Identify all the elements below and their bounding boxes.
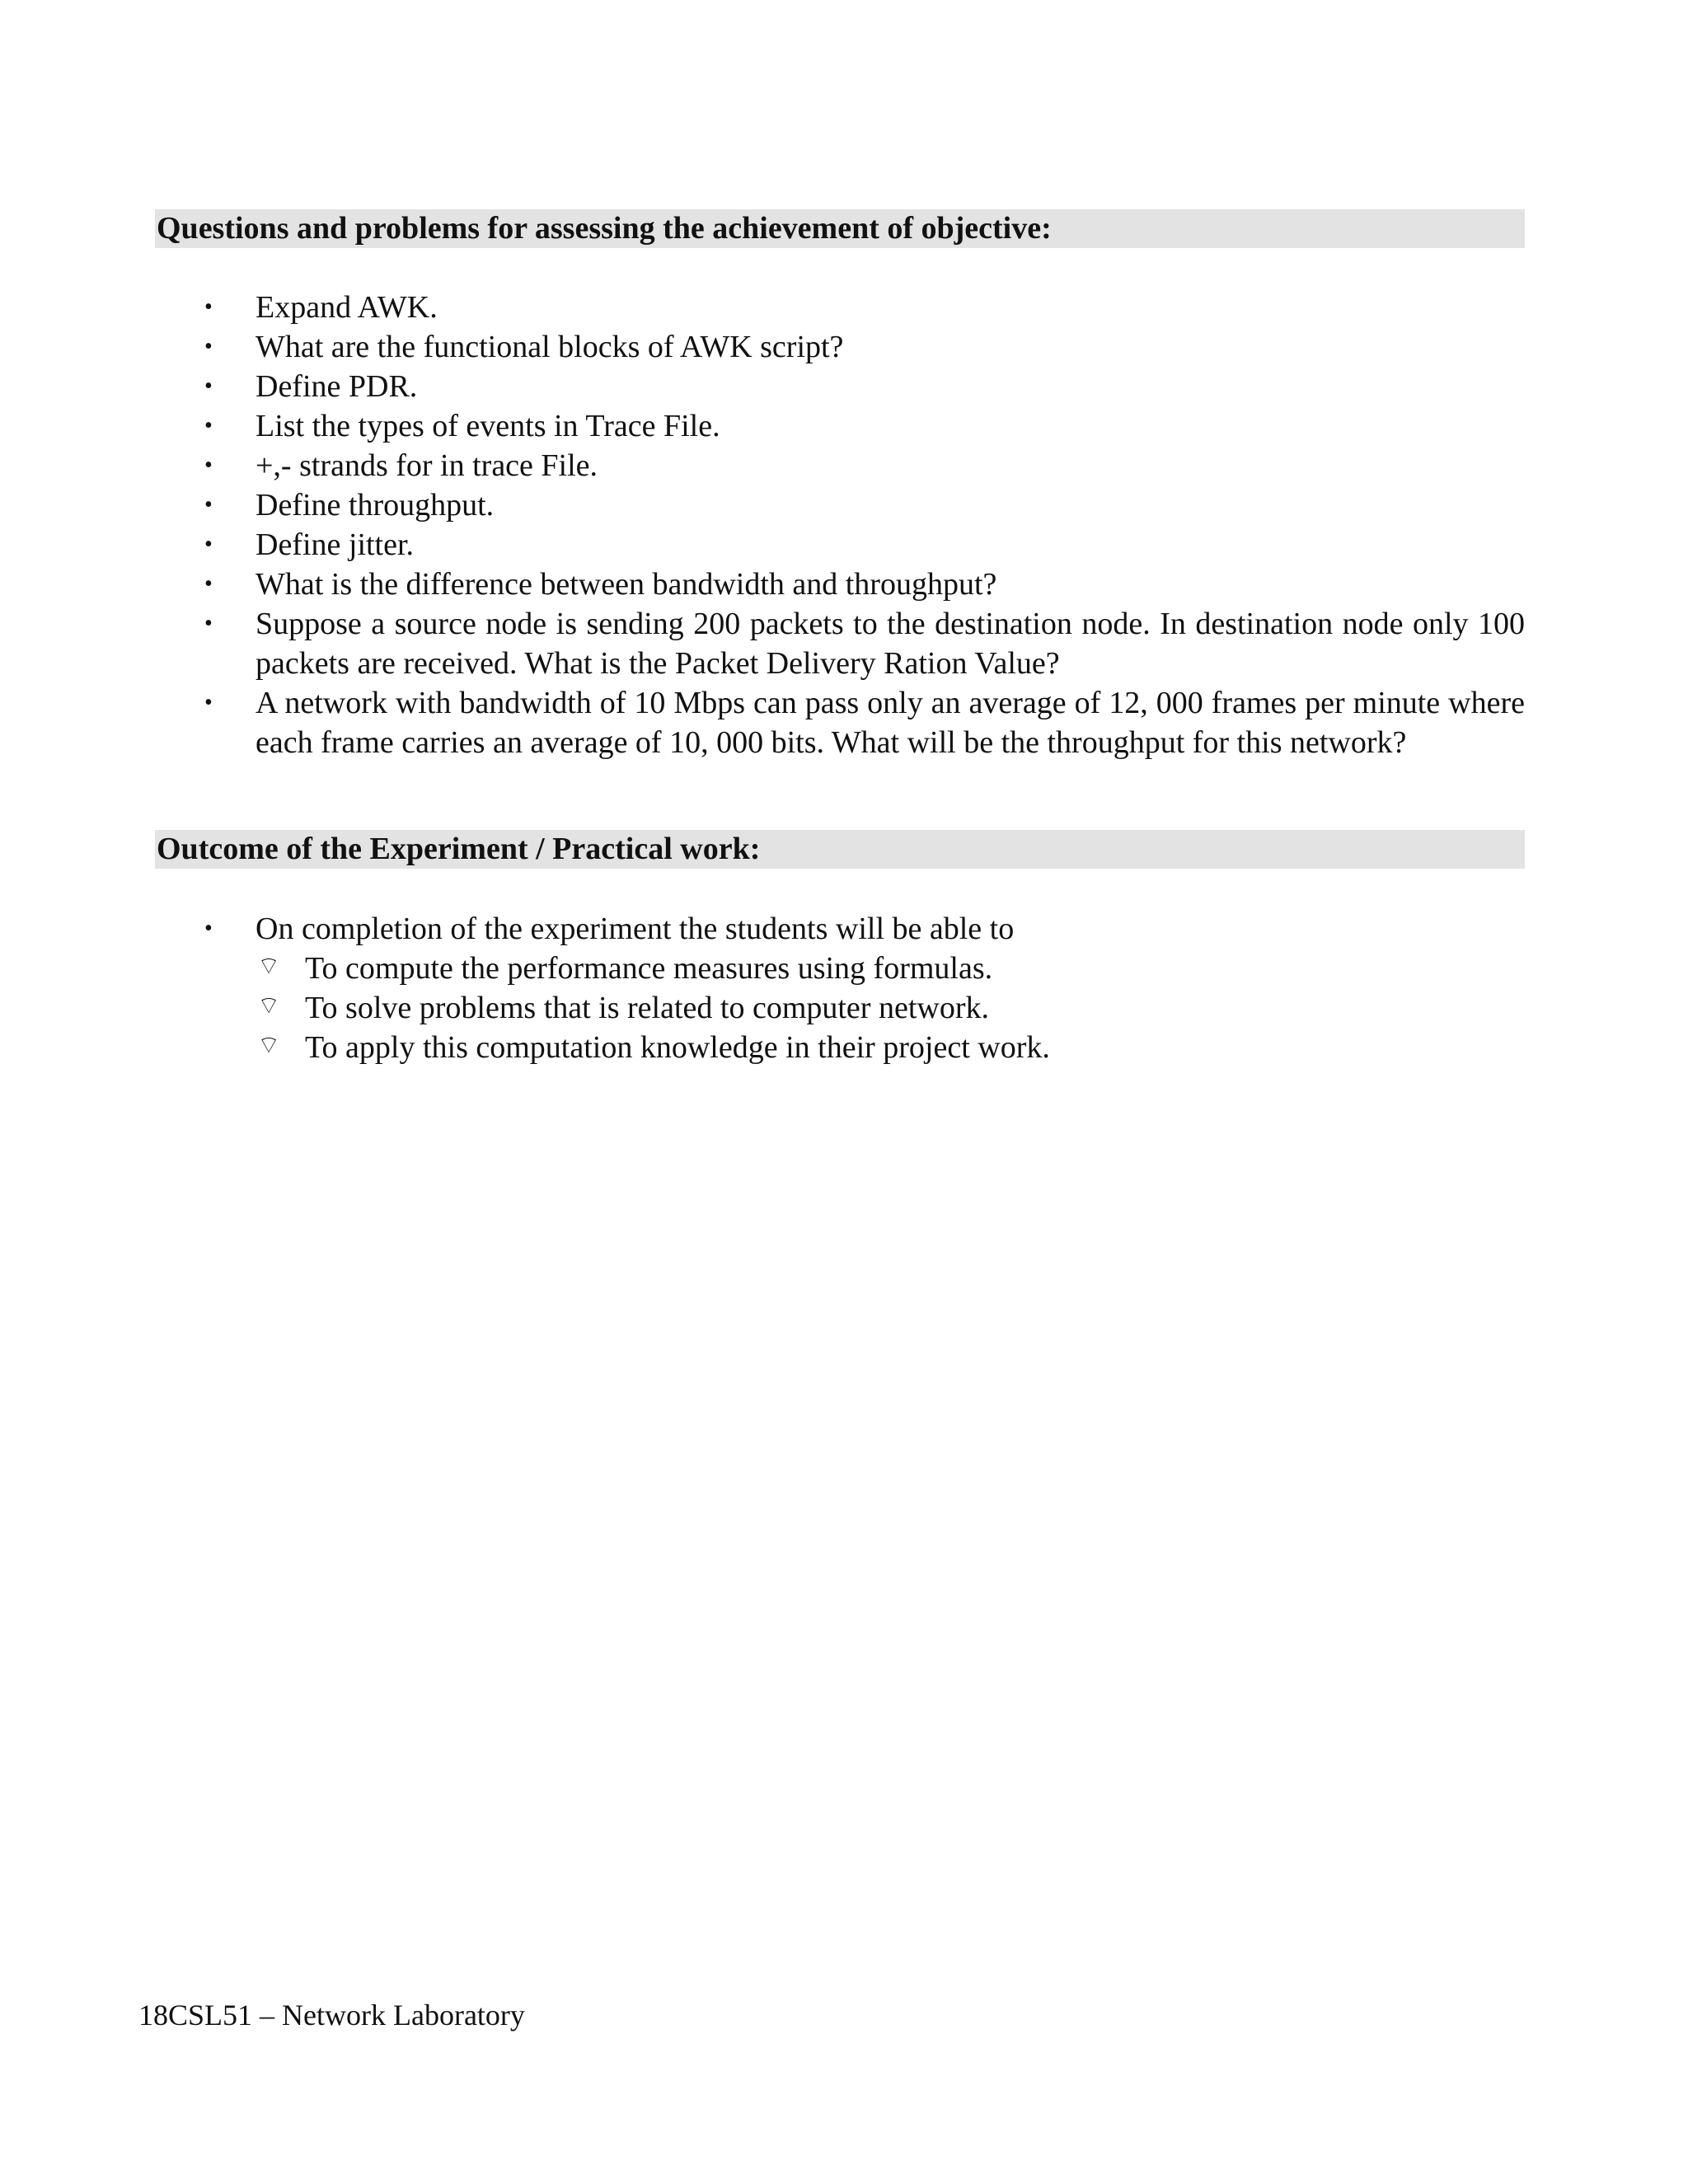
question-text: Suppose a source node is sending 200 packets to the destination node. In destination node only 100 packets are received. What is the Packet Delivery Ration Value? [256, 607, 1525, 681]
question-item [0, 683, 1525, 762]
question-item [0, 446, 1525, 485]
question-item [0, 604, 1525, 683]
questions-list [0, 288, 1525, 762]
bullet-icon: • [204, 373, 213, 399]
bullet-icon: • [204, 492, 213, 518]
question-text: +,- strands for in trace File. [256, 448, 598, 483]
outcome-sub-list [256, 949, 1525, 1067]
page-footer: 18CSL51 – Network Laboratory [138, 1999, 525, 2032]
outcome-sub-item [0, 1028, 1525, 1067]
question-text: What are the functional blocks of AWK script? [256, 330, 844, 364]
bullet-icon: • [204, 334, 213, 359]
outcome-item [0, 909, 1525, 1067]
bullet-icon: • [204, 294, 213, 320]
hollow-bullet-icon: ⌔ [257, 991, 281, 1020]
question-text: What is the difference between bandwidth and throughput? [256, 567, 997, 602]
outcome-sub-text: To apply this computation knowledge in their project work. [305, 1030, 1050, 1065]
questions-section-heading: Questions and problems for assessing the achievement of objective: [155, 209, 1525, 248]
bullet-icon: • [204, 413, 213, 438]
question-text: Define jitter. [256, 527, 415, 562]
outcome-sub-item [0, 949, 1525, 988]
question-item [0, 525, 1525, 565]
bullet-icon: • [204, 571, 213, 597]
bullet-icon: • [204, 452, 213, 478]
hollow-bullet-icon: ⌔ [257, 952, 281, 981]
question-item [0, 485, 1525, 525]
outcome-lead-text: On completion of the experiment the students will be able to [256, 912, 1015, 946]
outcome-sub-text: To compute the performance measures using formulas. [305, 951, 993, 986]
question-text: List the types of events in Trace File. [256, 409, 720, 443]
bullet-icon: • [204, 916, 213, 941]
hollow-bullet-icon: ⌔ [257, 1031, 281, 1060]
question-text: Expand AWK. [256, 290, 438, 325]
question-item [0, 406, 1525, 446]
bullet-icon: • [204, 690, 213, 715]
outcome-list [0, 909, 1525, 1067]
outcome-sub-text: To solve problems that is related to computer network. [305, 991, 989, 1025]
outcome-section-heading: Outcome of the Experiment / Practical work: [155, 830, 1525, 869]
bullet-icon: • [204, 611, 213, 636]
bullet-icon: • [204, 532, 213, 557]
outcome-sub-item [0, 988, 1525, 1028]
question-item [0, 565, 1525, 604]
question-item [0, 367, 1525, 406]
question-text: Define PDR. [256, 369, 418, 404]
question-item [0, 288, 1525, 327]
question-item [0, 327, 1525, 367]
question-text: Define throughput. [256, 488, 495, 523]
question-text: A network with bandwidth of 10 Mbps can pass only an average of 12, 000 frames per minute where each frame carries an average of 10, 000 bits. What will be the throughput for this network? [256, 686, 1525, 760]
